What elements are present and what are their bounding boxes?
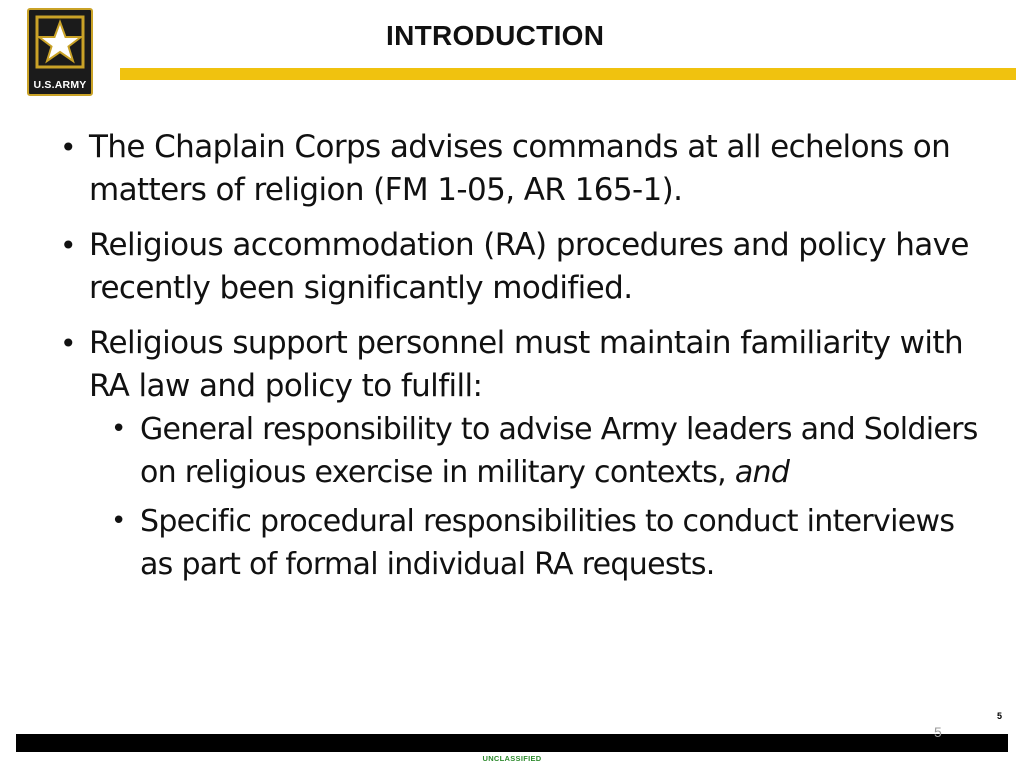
army-star-icon <box>29 10 91 76</box>
sub-bullet-italic-suffix: and <box>734 455 790 490</box>
bullet-item <box>60 224 990 310</box>
sub-bullet-dot-icon: • <box>111 506 126 536</box>
classification-label: UNCLASSIFIED <box>482 754 542 763</box>
page-number: 5 <box>996 711 1002 721</box>
bullet-dot-icon: • <box>60 131 76 164</box>
bullet-text: Religious support personnel must maintain familiarity with RA law and policy to fulfill: <box>89 325 964 404</box>
footer-bar <box>16 734 1008 752</box>
bullet-text: The Chaplain Corps advises commands at all echelons on matters of religion (FM 1-05, AR 165-1). <box>89 129 951 208</box>
bullet-dot-icon: • <box>60 327 76 360</box>
army-logo <box>27 8 93 96</box>
bullet-item <box>60 322 990 408</box>
sub-bullet-list <box>60 408 990 586</box>
sub-bullet-dot-icon: • <box>111 414 126 444</box>
page-number-ghost: 5 <box>934 724 942 740</box>
bullet-dot-icon: • <box>60 229 76 262</box>
sub-bullet-text: General responsibility to advise Army leaders and Soldiers on religious exercise in military contexts, <box>140 412 978 490</box>
bullet-list <box>60 126 990 592</box>
title-underline <box>120 68 1016 80</box>
logo-text: U.S.ARMY <box>33 79 87 91</box>
sub-bullet-text: Specific procedural responsibilities to conduct interviews as part of formal individual RA requests. <box>140 504 955 582</box>
slide-title: INTRODUCTION <box>386 20 605 51</box>
sub-bullet-item <box>111 500 990 586</box>
bullet-item <box>60 126 990 212</box>
sub-bullet-item <box>111 408 990 494</box>
bullet-text: Religious accommodation (RA) procedures and policy have recently been significantly modified. <box>89 227 969 306</box>
